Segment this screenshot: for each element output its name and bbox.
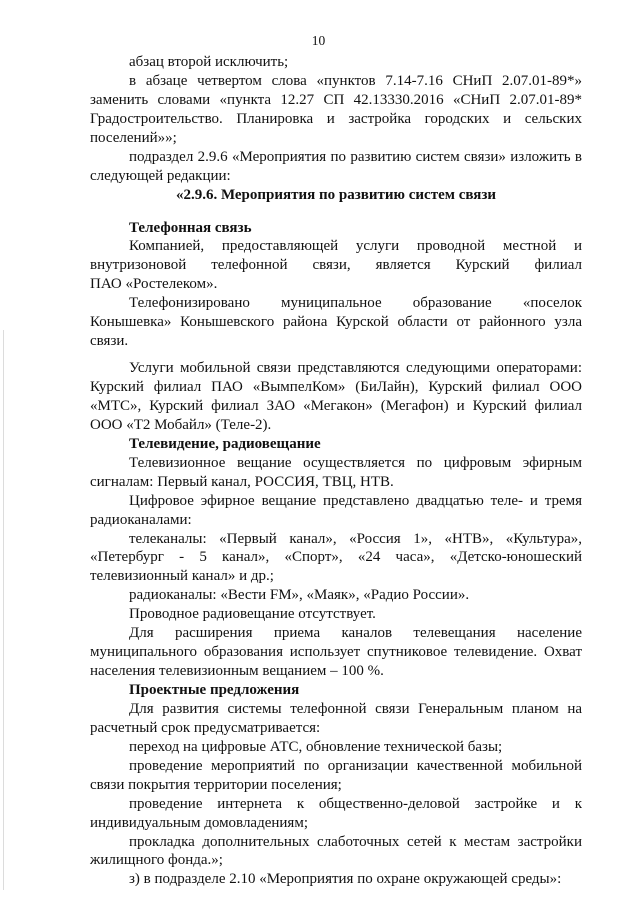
paragraph-line: поселений»»;	[90, 129, 177, 146]
paragraph-line: абзац второй исключить;	[129, 54, 289, 70]
paragraph-line: радиоканалы: «Вести FM», «Маяк», «Радио России».	[129, 587, 470, 604]
paragraph-line: заменить словами «пункта 12.27 СП 42.13330.2016 «СНиП 2.07.01-89*	[90, 91, 582, 108]
section-heading: «2.9.6. Мероприятия по развитию систем связи	[175, 186, 497, 203]
paragraph-line: «Петербург - 5 канал», «Спорт», «24 часа», «Детско-юношеский	[90, 549, 582, 566]
paragraph-line: в абзаце четвертом слова «пунктов 7.14-7.16 СНиП 2.07.01-89*»	[129, 72, 582, 89]
paragraph-line: Цифровое эфирное вещание представлено двадцатью теле- и тремя	[129, 492, 582, 509]
paragraph-line: переход на цифровые АТС, обновление технической базы;	[129, 738, 503, 755]
paragraph-line: связи покрытия территории поселения;	[90, 776, 342, 793]
paragraph-line: ПАО «Ростелеком».	[90, 276, 218, 293]
paragraph-line: Услуги мобильной связи представляются следующими операторами:	[129, 360, 582, 377]
paragraph-line: радиоканалами:	[90, 511, 192, 528]
paragraph-line: Телефонизировано муниципальное образование «поселок	[129, 295, 582, 312]
paragraph-line: проведение интернета к общественно-деловой застройке и к	[129, 795, 582, 812]
paragraph-line: ООО «Т2 Мобайл» (Теле-2).	[90, 416, 272, 433]
paragraph-line: з) в подразделе 2.10 «Мероприятия по охране окружающей среды»:	[129, 871, 562, 888]
subsection-heading: Проектные предложения	[129, 682, 300, 698]
paragraph-line: телеканалы: «Первый канал», «Россия 1», «НТВ», «Культура»,	[129, 530, 582, 547]
paragraph-line: Конышевка» Конышевского района Курской области от районного узла	[90, 314, 582, 331]
paragraph-line: Для развития системы телефонной связи Генеральным планом на	[129, 700, 582, 717]
spacer	[90, 205, 582, 219]
paragraph-line: расчетный срок предусматривается:	[90, 719, 321, 736]
paragraph-line: связи.	[90, 333, 129, 350]
paragraph-line: Курский филиал ПАО «ВымпелКом» (БиЛайн), Курский филиал ООО	[90, 379, 582, 395]
page-number: 10	[311, 33, 326, 48]
paragraph-line: населения телевизионным вещанием – 100 %.	[90, 663, 384, 680]
paragraph-line: Градостроительство. Планировка и застройка городских и сельских	[90, 110, 582, 127]
paragraph-line: следующей редакции:	[90, 167, 231, 184]
subsection-heading: Телефонная связь	[129, 219, 252, 236]
paragraph-line: муниципального образования использует спутниковое телевидение. Охват	[90, 644, 582, 661]
paragraph-line: проведение мероприятий по организации качественной мобильной	[129, 757, 582, 774]
paragraph-line: Телевизионное вещание осуществляется по цифровым эфирным	[129, 454, 582, 471]
paragraph-line: Проводное радиовещание отсутствует.	[129, 606, 376, 623]
paragraph-line: телевизионный канал» и др.;	[90, 568, 274, 585]
document-body	[90, 53, 582, 889]
paragraph-line: внутризоновой телефонной связи, является Курский филиал	[90, 257, 582, 274]
paragraph-line: жилищного фонда.»;	[90, 852, 223, 869]
paragraph-line: индивидуальным домовладениям;	[90, 814, 308, 831]
paragraph-line: Для расширения приема каналов телевещания население	[129, 625, 582, 642]
paragraph-line: «МТС», Курский филиал ЗАО «Мегакон» (Мегафон) и Курский филиал	[90, 397, 582, 414]
subsection-heading: Телевидение, радиовещание	[129, 435, 321, 452]
paragraph-line: Компанией, предоставляющей услуги проводной местной и	[129, 238, 582, 255]
spacer	[90, 351, 582, 359]
scan-edge-line	[3, 330, 4, 890]
paragraph-line: сигналам: Первый канал, РОССИЯ, ТВЦ, НТВ.	[90, 473, 394, 490]
paragraph-line: подраздел 2.9.6 «Мероприятия по развитию систем связи» изложить в	[129, 148, 582, 165]
paragraph-line: прокладка дополнительных слаботочных сетей к местам застройки	[129, 833, 582, 850]
